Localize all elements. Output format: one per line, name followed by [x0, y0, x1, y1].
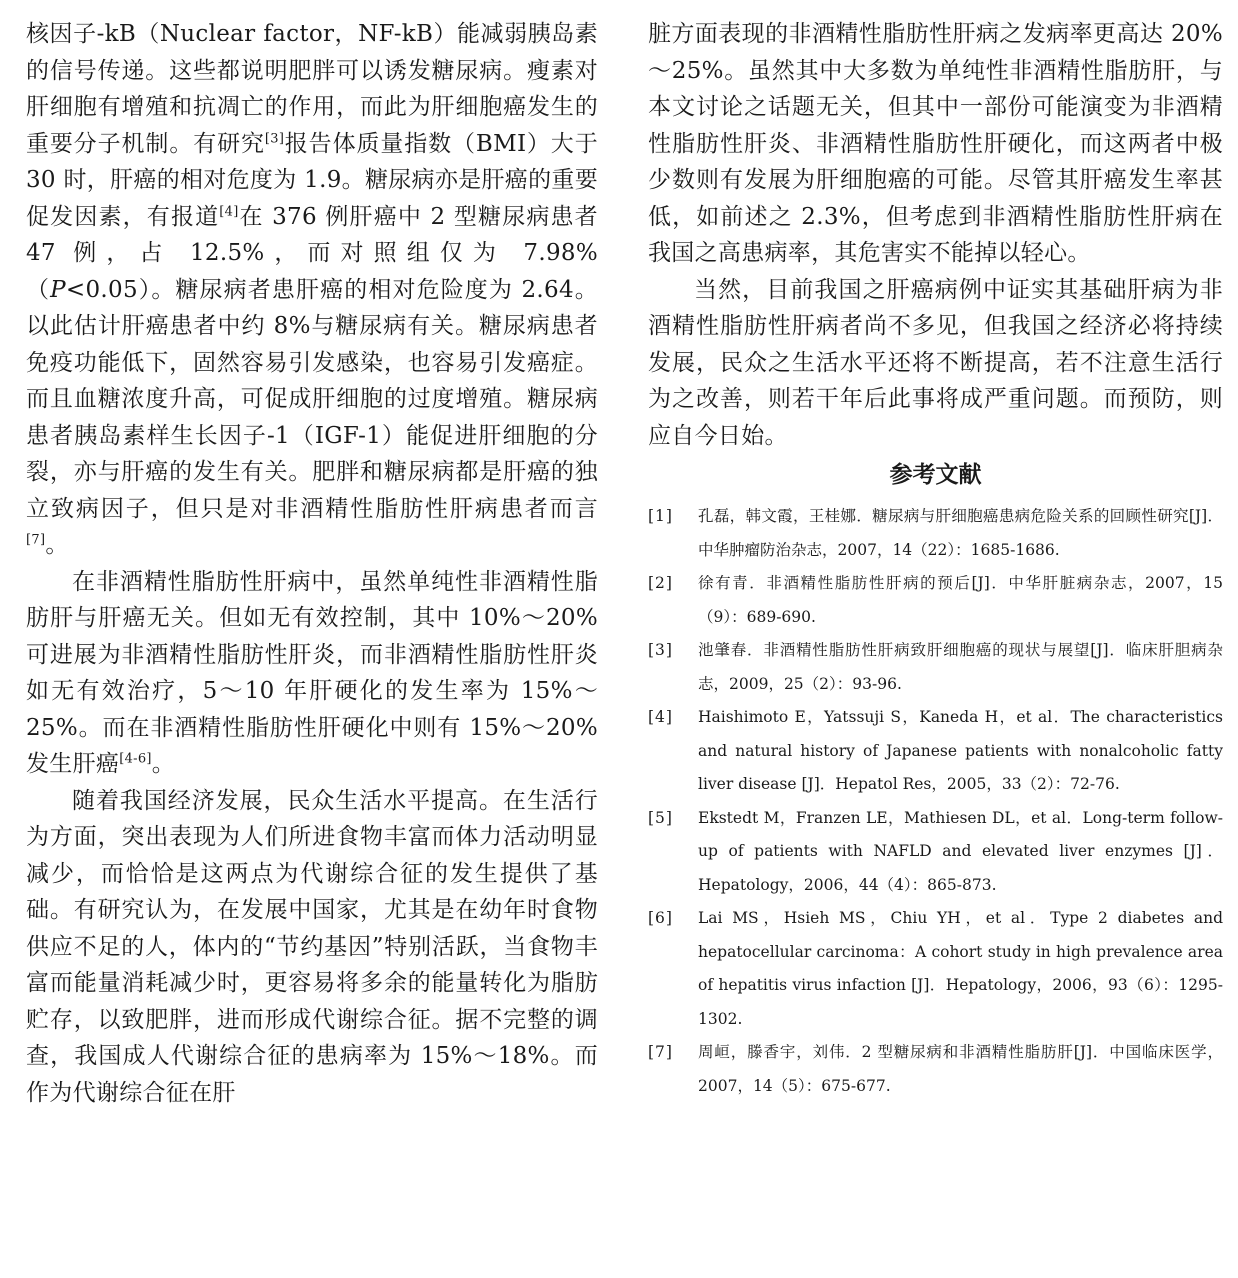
reference-item	[648, 1036, 1223, 1103]
paragraph-nafld-incidence: 脏方面表现的非酒精性脂肪性肝病之发病率更高达 20%～25%。虽然其中大多数为单纯性非酒精性脂肪肝，与本文讨论之话题无关，但其中一部份可能演变为非酒精性脂肪性肝炎、非酒精性脂肪性肝硬化，而这两者中极少数则有发展为肝细胞癌的可能。尽管其肝癌发生率甚低，如前述之 2.3%，但考虑到非酒精性脂肪性肝病在我国之高患病率，其危害实不能掉以轻心。	[648, 21, 1223, 266]
text-run: 在 376 例肝癌中 2 型糖尿病患者 47 例，占 12.5%，而对照组仅为 7.98%（	[26, 203, 598, 303]
citation-superscript: [4-6]	[119, 751, 152, 767]
reference-item	[648, 902, 1223, 1036]
reference-text: 孔磊，韩文霞，王桂娜．糖尿病与肝细胞癌患病危险关系的回顾性研究[J]．中华肿瘤防治杂志，2007，14（22）：1685-1686.	[698, 507, 1223, 559]
reference-number: [7]	[648, 1043, 673, 1061]
paragraph-metabolic-syndrome: 随着我国经济发展，民众生活水平提高。在生活行为方面，突出表现为人们所进食物丰富而体力活动明显减少，而恰恰是这两点为代谢综合征的发生提供了基础。有研究认为，在发展中国家，尤其是在幼年时食物供应不足的人，体内的“节约基因”特别活跃，当食物丰富而能量消耗减少时，更容易将多余的能量转化为脂肪贮存，以致肥胖，进而形成代谢综合征。据不完整的调查，我国成人代谢综合征的患病率为 15%～18%。而作为代谢综合征在肝	[26, 787, 598, 1106]
text-run: 核因子-kB（Nuclear factor，NF-kB）能减弱胰岛素的信号传递。这些都说明肥胖可以诱发糖尿病。瘦素对肝细胞有增殖和抗凋亡的作用，而此为肝细胞癌发生的重要分子机制。有研究	[26, 21, 598, 157]
reference-list	[648, 500, 1223, 1103]
text-run: 在非酒精性脂肪性肝病中，虽然单纯性非酒精性脂肪肝与肝癌无关。但如无有效控制，其中 10%～20%可进展为非酒精性脂肪性肝炎，而非酒精性脂肪性肝炎如无有效治疗，5～10 年肝硬化的发生率为 15%～25%。而在非酒精性脂肪性肝硬化中则有 15%～20%发生肝癌	[26, 568, 598, 777]
citation-superscript: [4]	[219, 203, 239, 219]
references-heading: 参考文献	[889, 462, 982, 488]
citation-superscript: [3]	[264, 130, 285, 146]
reference-item	[648, 701, 1223, 802]
text-run: 报告体质量指数（BMI）大于 30 时，肝癌的相对危度为 1.9。糖尿病亦是肝癌的重要促发因素，有报道	[26, 130, 598, 230]
reference-text: 徐有青．非酒精性脂肪性肝病的预后[J]．中华肝脏病杂志，2007，15（9）：689-690.	[698, 574, 1223, 626]
reference-text: Ekstedt M，Franzen LE，Mathiesen DL，et al．Long-term follow-up of patients with NAFLD and elevated liver enzymes [J]．Hepatology，2006，44（4）：865-873.	[698, 808, 1223, 894]
paragraph-prevention: 当然，目前我国之肝癌病例中证实其基础肝病为非酒精性脂肪性肝病者尚不多见，但我国之经济必将持续发展，民众之生活水平还将不断提高，若不注意生活行为之改善，则若干年后此事将成严重问题。而预防，则应自今日始。	[648, 276, 1223, 449]
paragraph-nafld-progression	[26, 564, 598, 783]
text-run: 。	[151, 751, 176, 777]
reference-number: [5]	[648, 808, 673, 827]
reference-item	[648, 802, 1223, 903]
text-run: <0.05）。糖尿病者患肝癌的相对危险度为 2.64。以此估计肝癌患者中约 8%与糖尿病有关。糖尿病患者免疫功能低下，固然容易引发感染，也容易引发癌症。而且血糖浓度升高，可促成肝细胞的过度增殖。糖尿病患者胰岛素样生长因子-1（IGF-1）能促进肝细胞的分裂，亦与肝癌的发生有关。肥胖和糖尿病都是肝癌的独立致病因子，但只是对非酒精性脂肪性肝病患者而言	[26, 276, 598, 522]
left-column	[26, 16, 598, 1111]
reference-text: Haishimoto E，Yatssuji S，Kaneda H，et al．The characteristics and natural history of Japanese patients with nonalcoholic fatty liver disease [J]．Hepatol Res，2005，33（2）：72-76.	[698, 708, 1223, 793]
p-value-symbol: P	[50, 276, 66, 303]
reference-text: Lai MS，Hsieh MS，Chiu YH，et al．Type 2 diabetes and hepatocellular carcinoma：A cohort study in high prevalence area of hepatitis virus infaction [J]．Hepatology，2006，93（6）：1295-1302.	[698, 909, 1223, 1028]
reference-number: [6]	[648, 909, 673, 927]
reference-item	[648, 567, 1223, 634]
reference-number: [4]	[648, 708, 673, 726]
reference-number: [2]	[648, 574, 673, 592]
reference-text: 周峘，滕香宇，刘伟．2 型糖尿病和非酒精性脂肪肝[J]．中国临床医学，2007，14（5）：675-677.	[698, 1043, 1223, 1095]
paragraph-obesity-diabetes	[26, 16, 598, 564]
reference-item	[648, 634, 1223, 701]
reference-text: 池肇春．非酒精性脂肪性肝病致肝细胞癌的现状与展望[J]．临床肝胆病杂志，2009，25（2）：93-96.	[698, 641, 1223, 693]
reference-item	[648, 500, 1223, 567]
reference-number: [3]	[648, 641, 673, 659]
reference-number: [1]	[648, 507, 673, 525]
right-column	[648, 16, 1223, 1103]
text-run: 。	[45, 532, 69, 558]
citation-superscript: [7]	[26, 532, 46, 548]
